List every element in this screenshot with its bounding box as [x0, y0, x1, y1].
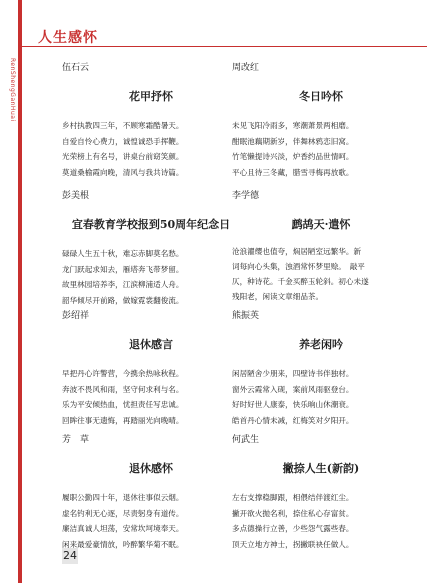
poem-line: 龙门跃起求知去，雁塔奔飞带梦留。 — [62, 264, 184, 274]
poem-author: 李学德 — [232, 191, 260, 201]
poem-1 — [232, 60, 410, 180]
header-rule — [22, 46, 427, 47]
poem-line: 酣眠池藕期新岁，伴舞林鸦恋旧窝。 — [232, 136, 354, 146]
poem-line: 乡村执教四三年，不顾寒霜酷暑天。 — [62, 121, 184, 130]
poem-lines — [62, 118, 240, 180]
poem-author: 芳 草 — [62, 435, 90, 445]
poem-line: 回眸往事无遗悔，再踏丽光向晚晴。 — [62, 415, 184, 425]
poem-line: 皓首丹心情未减，红梅笑对夕阳开。 — [232, 415, 354, 425]
poem-line: 奔波不畏风和雨，坚守何求利与名。 — [62, 384, 184, 394]
poem-lines — [62, 246, 240, 308]
poem-line: 莫道桑榆霞向晚，清风与我共诗篇。 — [62, 167, 184, 177]
poem-6 — [62, 432, 240, 552]
poem-line: 韶华倾尽开前路，做嫁霓裳翻俊流。 — [62, 295, 184, 305]
poem-author: 彭美根 — [62, 191, 90, 201]
poem-line: 闲来最爱豪情放，吟醉繁华菊不眠。 — [62, 539, 184, 549]
side-accent-bar — [18, 0, 22, 583]
poem-title: 鹧鸪天·遣怀 — [291, 218, 351, 231]
poem-line: 顶天立地方神士，拐撇联袂任做人。 — [232, 539, 354, 549]
poem-line: 残阳老，闲读文章细品茶。 — [232, 292, 324, 301]
poem-line: 竹笔懒提诗兴淡，炉香约品世情呵。 — [232, 152, 354, 161]
poem-2 — [62, 188, 240, 308]
poem-title: 退休感言 — [129, 338, 173, 351]
poem-title: 花甲抒怀 — [129, 90, 173, 103]
poem-line: 平心且待三冬藏，腊雪寻梅再放歌。 — [232, 167, 354, 177]
poem-lines — [62, 366, 240, 428]
poem-line: 廉洁真诚人坦荡，安常坎坷境奉天。 — [62, 524, 184, 533]
poem-0 — [62, 60, 240, 180]
poem-line: 碌碌人生五十秋，难忘赤脚莫名愁。 — [62, 249, 184, 258]
side-running-text: RenShengGanHuai — [9, 58, 16, 122]
poem-author: 彭绍祥 — [62, 311, 90, 321]
poem-line: 乐为平安倾热血，忧担责任写忠诚。 — [62, 400, 184, 409]
poem-line: 窗外云霞常入砚，案前风雨驱登台。 — [232, 384, 354, 394]
poem-4 — [62, 308, 240, 428]
poem-line: 未见飞阳冷雨多，寒潮萧景两相磨。 — [232, 121, 354, 130]
poem-author: 周改红 — [232, 63, 260, 73]
poem-line: 虚名钓利无心逐，尽责躬身有道传。 — [62, 508, 184, 518]
poem-title: 撇捺人生(新韵) — [282, 462, 360, 475]
poem-line: 早把丹心许警营，今携余热咏秋程。 — [62, 369, 184, 378]
poem-line: 词每向心头集，浊酒常怀梦里赊。 敲平 — [232, 262, 365, 271]
poem-title: 冬日吟怀 — [299, 90, 343, 103]
poem-line: 自爱自怜心费力，诚惶诚恐手挥鞭。 — [62, 136, 184, 146]
poem-line: 故里林园培养李，江滨柳浦适人舟。 — [62, 280, 184, 289]
section-title: 人生感怀 — [38, 30, 98, 46]
poem-lines — [232, 490, 410, 552]
poem-line: 好时好世人康泰，快乐晌山休潮衰。 — [232, 400, 354, 409]
poem-lines — [232, 366, 410, 428]
poem-author: 熊振英 — [232, 311, 260, 321]
poem-line: 闲居陋舍少朋来，四壁诗书伴独材。 — [232, 369, 354, 378]
poem-line: 履职公勤四十年，退休往事似云烟。 — [62, 493, 184, 502]
poem-line: 多点德操行立善，少些怨气露些春。 — [232, 524, 354, 533]
poem-lines — [232, 118, 410, 180]
page-number: 24 — [63, 549, 77, 562]
poem-title: 退休感怀 — [129, 462, 173, 475]
poem-3 — [232, 188, 410, 304]
poem-author: 伍石云 — [62, 63, 90, 73]
poem-title: 养老闲吟 — [299, 338, 343, 351]
poem-line: 撇开欲火抛名利，捺住私心存富贫。 — [232, 508, 354, 518]
poem-lines — [232, 244, 410, 304]
poem-7 — [232, 432, 410, 552]
poem-line: 沧浪濯缨也值夸，焖居陋室远繁华。新 — [232, 247, 362, 256]
poem-title: 宜春教育学校报到50周年纪念日 — [71, 218, 231, 231]
poem-lines — [62, 490, 240, 552]
poem-line: 光荣榜上有名号，讲桌台前窈笑颜。 — [62, 152, 184, 161]
poem-line: 仄，种诗花。千金买醉玉轮斜。初心未遂 — [232, 277, 369, 286]
poem-5 — [232, 308, 410, 428]
poem-author: 何武生 — [232, 435, 260, 445]
poem-line: 左右支撑稳脚跟，相偎结伴渡红尘。 — [232, 493, 354, 502]
